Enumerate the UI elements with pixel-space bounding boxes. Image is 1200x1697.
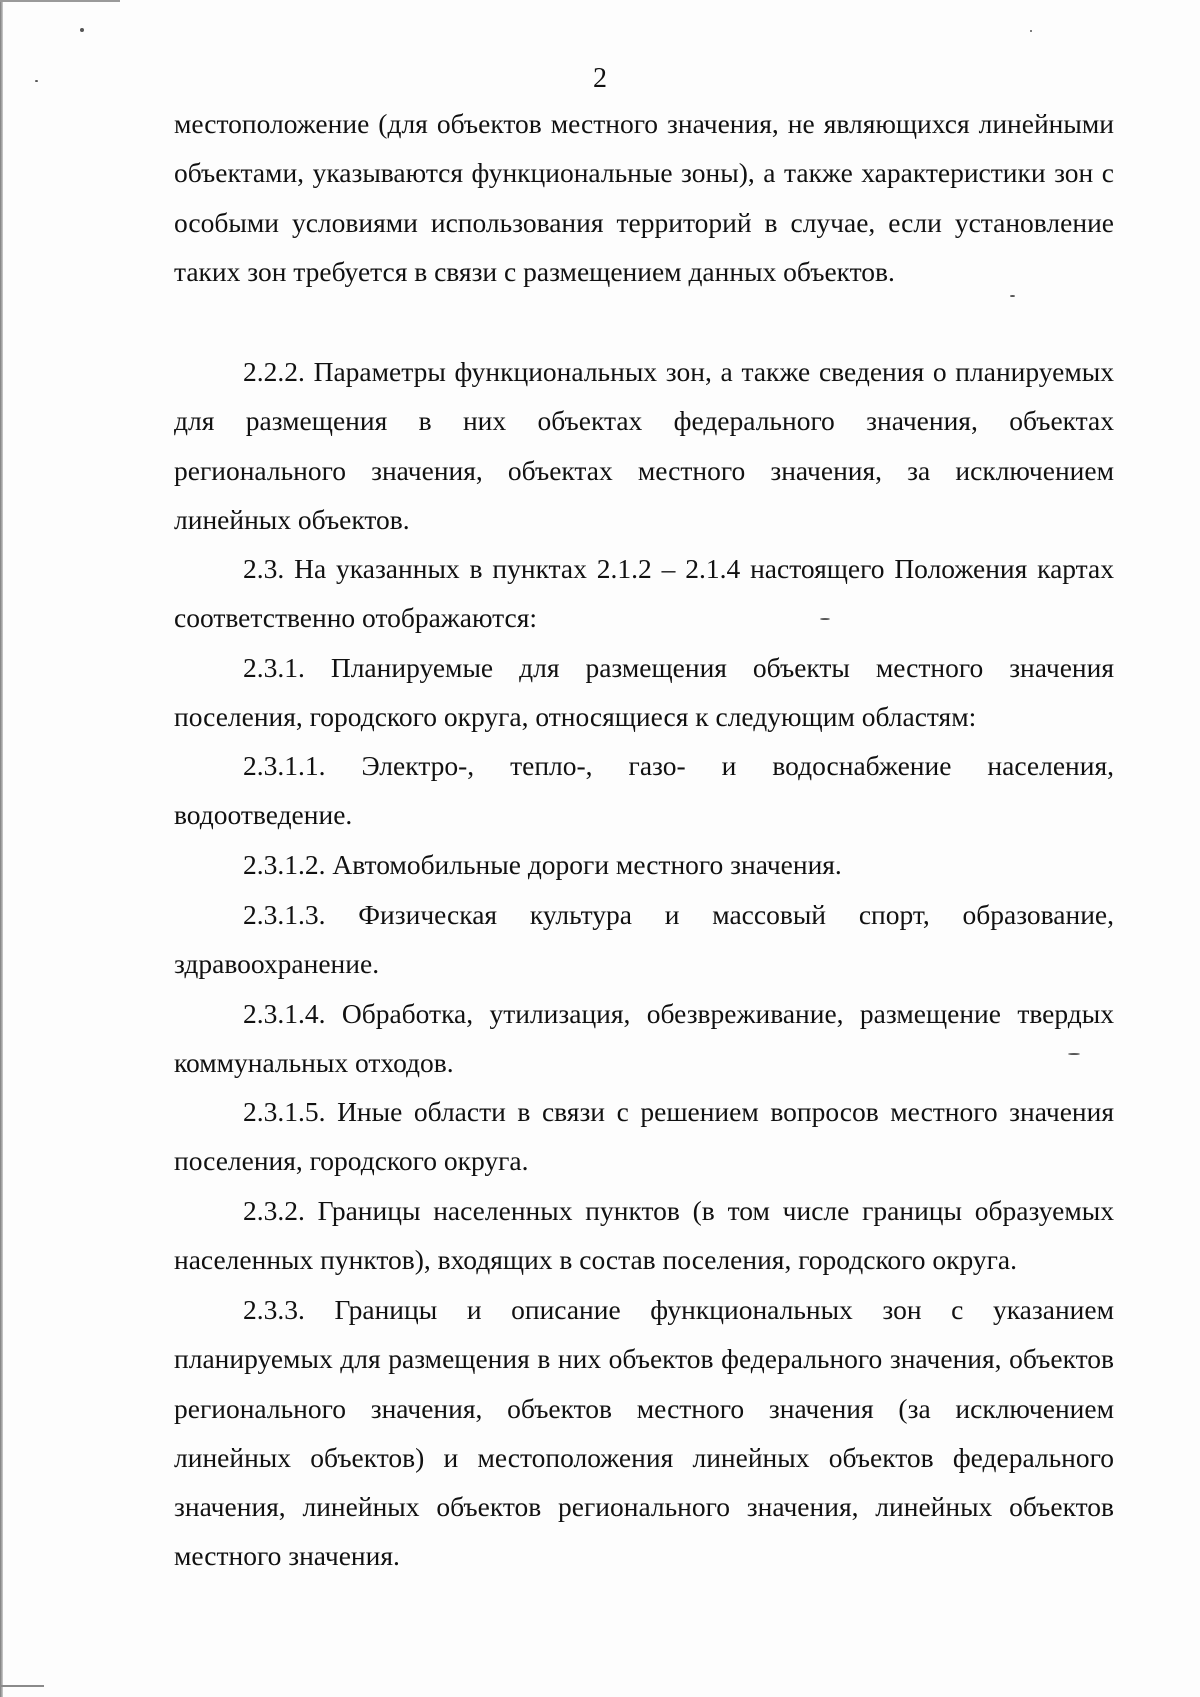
scan-edge-top <box>0 0 120 2</box>
page-number: 2 <box>593 63 607 94</box>
scan-edge-bottom <box>0 1685 44 1687</box>
paragraph-2-3: 2.3. На указанных в пунктах 2.1.2 – 2.1.4 настоящего Положения картах соответственно отображаются: <box>174 553 1114 634</box>
scan-speck <box>80 28 84 32</box>
paragraph-2-3-2: 2.3.2. Границы населенных пунктов (в том числе границы образуемых населенных пунктов), входящих в состав поселения, городского округа. <box>174 1195 1114 1276</box>
paragraph-2-3-1-3: 2.3.1.3. Физическая культура и массовый спорт, образование, здравоохранение. <box>174 899 1114 980</box>
paragraph-1: местоположение (для объектов местного значения, не являющихся линейными объектами, указываются функциональные зоны), а также характеристики зон с особыми условиями использования территорий в случае, если установление таких зон требуется в связи с размещением данных объектов. <box>174 108 1114 287</box>
paragraph-2-3-1-2: 2.3.1.2. Автомобильные дороги местного значения. <box>243 849 842 880</box>
scan-edge-left <box>0 0 3 1697</box>
paragraph-2-3-1: 2.3.1. Планируемые для размещения объекты местного значения поселения, городского округа, относящиеся к следующим областям: <box>174 652 1114 733</box>
paragraph-2-3-1-4: 2.3.1.4. Обработка, утилизация, обезвреживание, размещение твердых коммунальных отходов. <box>174 998 1114 1079</box>
paragraph-2-2-2: 2.2.2. Параметры функциональных зон, а также сведения о планируемых для размещения в них объектах федерального значения, объектах регионального значения, объектах местного значения, за исключением линейных объектов. <box>174 356 1114 535</box>
paragraph-2-3-1-5: 2.3.1.5. Иные области в связи с решением вопросов местного значения поселения, городского округа. <box>174 1096 1114 1177</box>
paragraph-2-3-3: 2.3.3. Границы и описание функциональных зон с указанием планируемых для размещения в них объектов федерального значения, объектов регионального значения, объектов местного значения (за исключением линейных объектов) и местоположения линейных объектов федерального значения, линейных объектов регионального значения, линейных объектов местного значения. <box>174 1294 1114 1572</box>
scan-speck <box>1030 30 1032 32</box>
paragraph-2-3-1-1: 2.3.1.1. Электро-, тепло-, газо- и водоснабжение населения, водоотведение. <box>174 750 1114 831</box>
